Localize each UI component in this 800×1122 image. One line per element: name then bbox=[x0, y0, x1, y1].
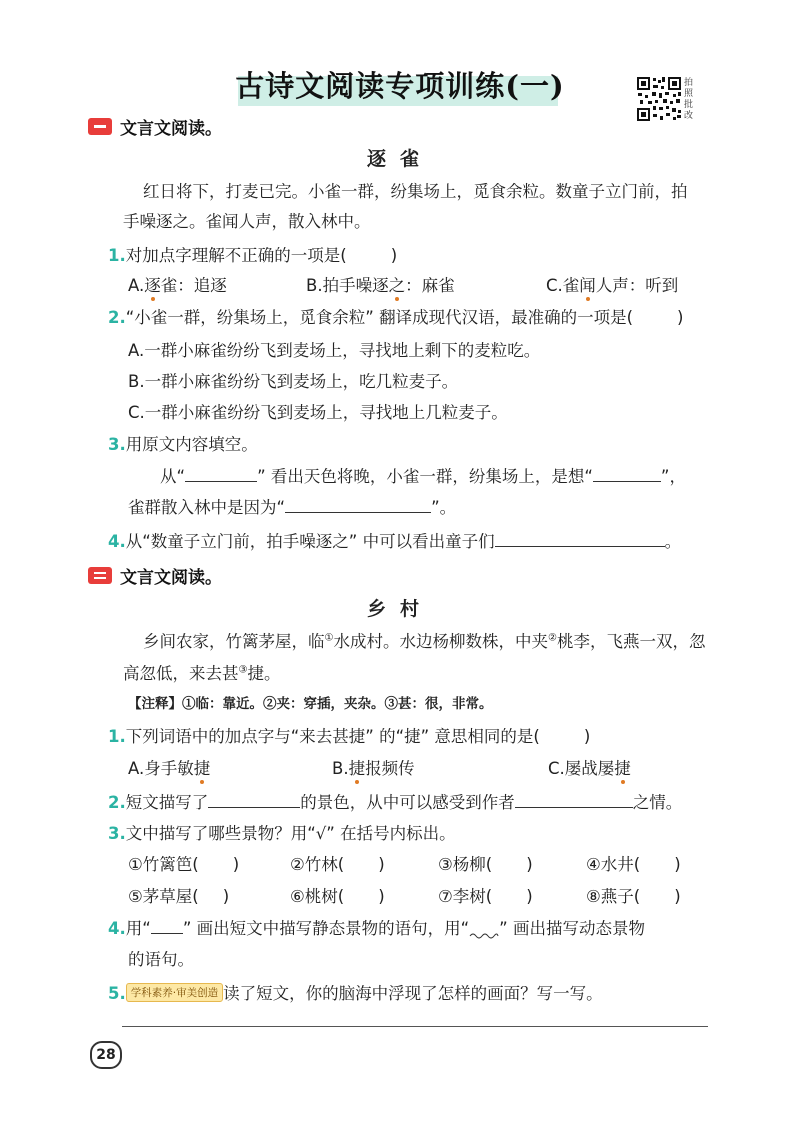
passage-two-line-1: 乡间农家，竹篱茅屋，临①水成村。水边杨柳数株，中夹②桃李，飞燕一双，忽 bbox=[143, 632, 706, 651]
s1-q1-option-a: A.逐雀：追逐 bbox=[128, 276, 227, 295]
s2-question-4: 4.用“ ” 画出短文中描写静态景物的语句，用“ ” 画出描写动态景物 bbox=[108, 919, 645, 938]
s1-question-1: 1.对加点字理解不正确的一项是( ) bbox=[108, 246, 398, 265]
qr-code-icon bbox=[636, 76, 682, 122]
s1-q1-option-c: C.雀闻人声：听到 bbox=[546, 276, 679, 295]
page-number: 28 bbox=[90, 1041, 122, 1069]
s1-q3-line-2: 雀群散入林中是因为“ ”。 bbox=[128, 498, 457, 517]
s2-question-2: 2.短文描写了 的景色，从中可以感受到作者 之情。 bbox=[108, 793, 683, 812]
s2-q3-item-7: ⑦李树( ) bbox=[438, 887, 533, 906]
qr-caption: 拍 照 批 改 bbox=[684, 78, 694, 121]
section-two-number-icon bbox=[88, 567, 112, 584]
s2-q3-item-4: ④水井( ) bbox=[586, 855, 681, 874]
s2-q3-item-3: ③杨柳( ) bbox=[438, 855, 533, 874]
literacy-badge: 学科素养·审美创造 bbox=[126, 983, 223, 1002]
s1-q1-option-b: B.拍手噪逐之：麻雀 bbox=[306, 276, 455, 295]
section-one-number-icon bbox=[88, 118, 112, 135]
s2-question-1: 1.下列词语中的加点字与“来去甚捷” 的“捷” 意思相同的是( ) bbox=[108, 727, 591, 746]
section-two-heading: 文言文阅读。 bbox=[88, 563, 222, 588]
s2-q1-option-c: C.屡战屡捷 bbox=[548, 759, 631, 778]
s2-q3-item-6: ⑥桃树( ) bbox=[290, 887, 385, 906]
wavy-underline-sample bbox=[469, 930, 499, 940]
s2-question-4-cont: 的语句。 bbox=[128, 950, 194, 969]
article-one-title: 逐雀 bbox=[366, 148, 433, 170]
annotation-notes: 【注释】①临：靠近。②夹：穿插，夹杂。③甚：很，非常。 bbox=[128, 696, 493, 712]
s2-q1-option-b: B.捷报频传 bbox=[332, 759, 415, 778]
passage-two-line-2: 高忽低，来去甚③捷。 bbox=[123, 664, 281, 683]
answer-line[interactable] bbox=[122, 1026, 708, 1027]
s1-question-3: 3.用原文内容填空。 bbox=[108, 435, 258, 454]
s2-q3-item-5: ⑤茅草屋( ) bbox=[128, 887, 230, 906]
s1-question-2: 2.“小雀一群，纷集场上，觅食余粒” 翻译成现代汉语，最准确的一项是( ) bbox=[108, 308, 684, 327]
passage-one-line-1: 红日将下，打麦已完。小雀一群，纷集场上，觅食余粒。数童子立门前，拍 bbox=[143, 182, 688, 201]
s1-q3-line-1: 从“ ” 看出天色将晚，小雀一群，纷集场上，是想“ ”， bbox=[160, 467, 686, 486]
s1-q2-option-a: A.一群小麻雀纷纷飞到麦场上，寻找地上剩下的麦粒吃。 bbox=[128, 341, 541, 360]
s2-q3-item-2: ②竹林( ) bbox=[290, 855, 385, 874]
s1-question-4: 4.从“数童子立门前，拍手噪逐之” 中可以看出童子们 。 bbox=[108, 532, 682, 551]
passage-one-line-2: 手噪逐之。雀闻人声，散入林中。 bbox=[123, 212, 371, 231]
section-one-heading: 文言文阅读。 bbox=[88, 114, 222, 139]
s2-q1-option-a: A.身手敏捷 bbox=[128, 759, 211, 778]
article-two-title: 乡村 bbox=[366, 598, 433, 620]
s2-question-3: 3.文中描写了哪些景物？用“√” 在括号内标出。 bbox=[108, 824, 456, 843]
s2-q3-item-1: ①竹篱笆( ) bbox=[128, 855, 240, 874]
s1-q2-option-c: C.一群小麻雀纷纷飞到麦场上，寻找地上几粒麦子。 bbox=[128, 403, 508, 422]
page-title: 古诗文阅读专项训练(一) bbox=[235, 69, 565, 103]
s2-q3-item-8: ⑧燕子( ) bbox=[586, 887, 681, 906]
s2-question-5: 5. 学科素养·审美创造 读了短文，你的脑海中浮现了怎样的画面？写一写。 bbox=[108, 984, 603, 1003]
straight-underline-sample bbox=[151, 919, 183, 934]
s1-q2-option-b: B.一群小麻雀纷纷飞到麦场上，吃几粒麦子。 bbox=[128, 372, 459, 391]
